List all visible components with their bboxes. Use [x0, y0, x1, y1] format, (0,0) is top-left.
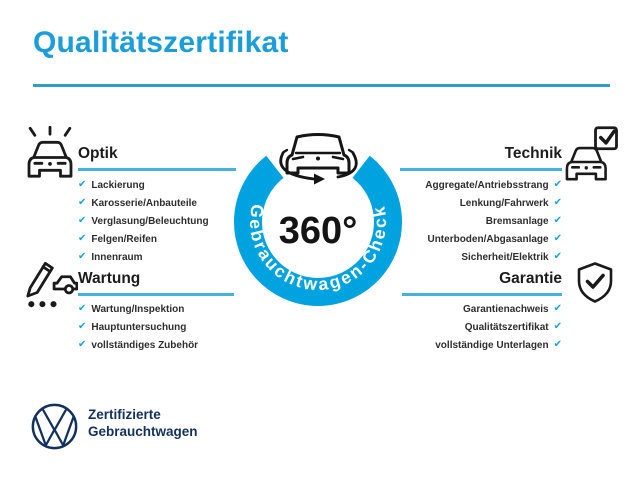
brand-line1: Zertifizierte	[88, 407, 161, 422]
section-heading-garantie: Garantie	[499, 270, 562, 287]
item-label: Wartung/Inspektion	[91, 303, 185, 315]
footer-brand-text	[88, 406, 198, 440]
item-label: Unterboden/Abgasanlage	[427, 233, 549, 245]
title-divider	[33, 84, 610, 87]
section-heading-technik: Technik	[504, 145, 562, 162]
heading-underline	[402, 293, 562, 296]
check-icon: ✔	[553, 197, 562, 208]
degree-label: 360°	[278, 210, 358, 252]
item-label: Bremsanlage	[485, 215, 549, 227]
technik-checklist	[342, 176, 562, 266]
check-icon: ✔	[553, 251, 562, 262]
checklist-item	[342, 300, 562, 318]
check-icon: ✔	[78, 303, 87, 314]
heading-underline	[400, 168, 562, 171]
check-icon: ✔	[78, 233, 87, 244]
check-icon: ✔	[78, 251, 87, 262]
pencil-car-checklist-icon	[22, 254, 78, 310]
shield-check-icon	[571, 258, 619, 310]
check-icon: ✔	[553, 233, 562, 244]
item-label: Felgen/Reifen	[91, 233, 157, 245]
item-label: Garantienachweis	[463, 303, 549, 315]
item-label: Lackierung	[91, 179, 145, 191]
checklist-item	[78, 194, 209, 212]
checklist-item	[342, 176, 562, 194]
check-icon: ✔	[553, 303, 562, 314]
checklist-item	[78, 230, 209, 248]
brand-line2: Gebrauchtwagen	[88, 424, 198, 439]
checklist-item	[78, 212, 209, 230]
check-icon: ✔	[553, 215, 562, 226]
wartung-checklist	[78, 300, 198, 354]
checklist-item	[342, 248, 562, 266]
item-label: Lenkung/Fahrwerk	[459, 197, 549, 209]
checklist-item	[78, 336, 198, 354]
item-label: vollständiges Zubehör	[91, 339, 199, 351]
check-icon: ✔	[78, 321, 87, 332]
item-label: Innenraum	[91, 251, 143, 263]
ring-label: Gebrauchtwagen-Check	[245, 202, 391, 295]
vw-logo-icon	[30, 402, 79, 451]
check-icon: ✔	[553, 179, 562, 190]
checklist-item	[78, 318, 198, 336]
checklist-item	[342, 336, 562, 354]
item-label: Aggregate/Antriebsstrang	[425, 179, 549, 191]
heading-underline	[78, 293, 234, 296]
check-icon: ✔	[78, 179, 87, 190]
optik-checklist	[78, 176, 209, 266]
item-label: Karosserie/Anbauteile	[91, 197, 197, 209]
heading-underline	[78, 168, 236, 171]
check-icon: ✔	[78, 197, 87, 208]
section-heading-wartung: Wartung	[78, 270, 141, 287]
sparkling-car-icon	[22, 126, 78, 182]
checklist-item	[342, 194, 562, 212]
item-label: Sicherheit/Elektrik	[461, 251, 549, 263]
item-label: Qualitätszertifikat	[464, 321, 549, 333]
checklist-item	[342, 212, 562, 230]
car-360-icon	[283, 135, 353, 174]
check-icon: ✔	[553, 321, 562, 332]
item-label: vollständige Unterlagen	[435, 339, 549, 351]
checklist-item	[342, 318, 562, 336]
checklist-item	[342, 230, 562, 248]
section-heading-optik: Optik	[78, 145, 118, 162]
checklist-item	[78, 300, 198, 318]
item-label: Verglasung/Beleuchtung	[91, 215, 209, 227]
checklist-item	[78, 248, 209, 266]
check-icon: ✔	[78, 339, 87, 350]
garantie-checklist	[342, 300, 562, 354]
checklist-item	[78, 176, 209, 194]
check-icon: ✔	[553, 339, 562, 350]
check-icon: ✔	[78, 215, 87, 226]
car-checkbox-icon	[563, 126, 621, 182]
item-label: Hauptuntersuchung	[91, 321, 187, 333]
page-title: Qualitätszertifikat	[33, 26, 289, 59]
